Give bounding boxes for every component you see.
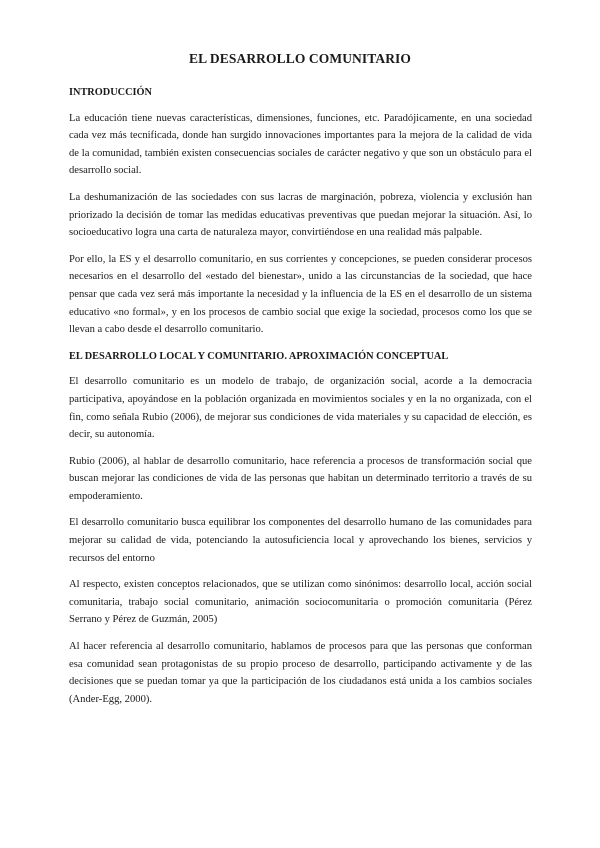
document-body <box>69 84 532 717</box>
paragraph: El desarrollo comunitario es un modelo de trabajo, de organización social, acorde a la democracia participativa, apoyándose en la población organizada en movimientos sociales y en la no organizada, con el fin, como señala Rubio (2006), de mejorar sus condiciones de vida materiales y su capacidad de elección, es decir, su autonomía. <box>69 376 532 441</box>
paragraph: Rubio (2006), al hablar de desarrollo comunitario, hace referencia a procesos de transformación social que buscan mejorar las condiciones de vida de las personas que habitan un determinado territorio a través de su empoderamiento. <box>69 455 532 502</box>
paragraph: Al hacer referencia al desarrollo comunitario, hablamos de procesos para que las personas que conforman esa comunidad sean protagonistas de su propio proceso de desarrollo, participando activamente y de las decisiones que se puedan tomar ya que la participación de los ciudadanos está unida a los cambios sociales (Ander-Egg, 2000). <box>69 641 532 705</box>
paragraph: Al respecto, existen conceptos relacionados, que se utilizan como sinónimos: desarrollo local, acción social comunitaria, trabajo social comunitario, animación sociocomunitaria o promoción comunitaria (Pérez Serrano y Pérez de Guzmán, 2005) <box>69 579 532 626</box>
section-desarrollo-local <box>69 348 532 709</box>
paragraph: La educación tiene nuevas características, dimensiones, funciones, etc. Paradójicamente, en una sociedad cada vez más tecnificada, donde han surgido innovaciones importantes para la mejora de la calidad de vida de la comunidad, también existen consecuencias sociales de carácter negativo y que son un obstáculo para el desarrollo social. <box>69 112 532 177</box>
section-heading: EL DESARROLLO LOCAL Y COMUNITARIO. APROXIMACIÓN CONCEPTUAL <box>69 350 449 362</box>
paragraph: La deshumanización de las sociedades con sus lacras de marginación, pobreza, violencia y exclusión han priorizado la decisión de tomar las medidas educativas preventivas que puedan mejorar la situación. Así, lo socioeducativo logra una carta de naturaleza mayor, convirtiéndose en una realidad más palpable. <box>69 191 532 239</box>
document-title: EL DESARROLLO COMUNITARIO <box>188 51 412 66</box>
section-heading: INTRODUCCIÓN <box>69 87 152 98</box>
paragraph: El desarrollo comunitario busca equilibrar los componentes del desarrollo humano de las comunidades para mejorar su calidad de vida, potenciando la autosuficiencia local y aprovechando los bienes, servicios y recursos del entorno <box>69 517 532 564</box>
section-introduccion <box>69 84 532 339</box>
paragraph: Por ello, la ES y el desarrollo comunitario, en sus corrientes y concepciones, se pueden considerar procesos necesarios en el desarrollo del «estado del bienestar», unido a las circunstancias de la sociedad, que hace pensar que cada vez será más importante la necesidad y la influencia de la ES en el desarrollo de un sistema educativo «no formal», y en los procesos de cambio social que exige la sociedad, procesos como los que se llevan a cabo desde el desarrollo comunitario. <box>69 253 532 336</box>
